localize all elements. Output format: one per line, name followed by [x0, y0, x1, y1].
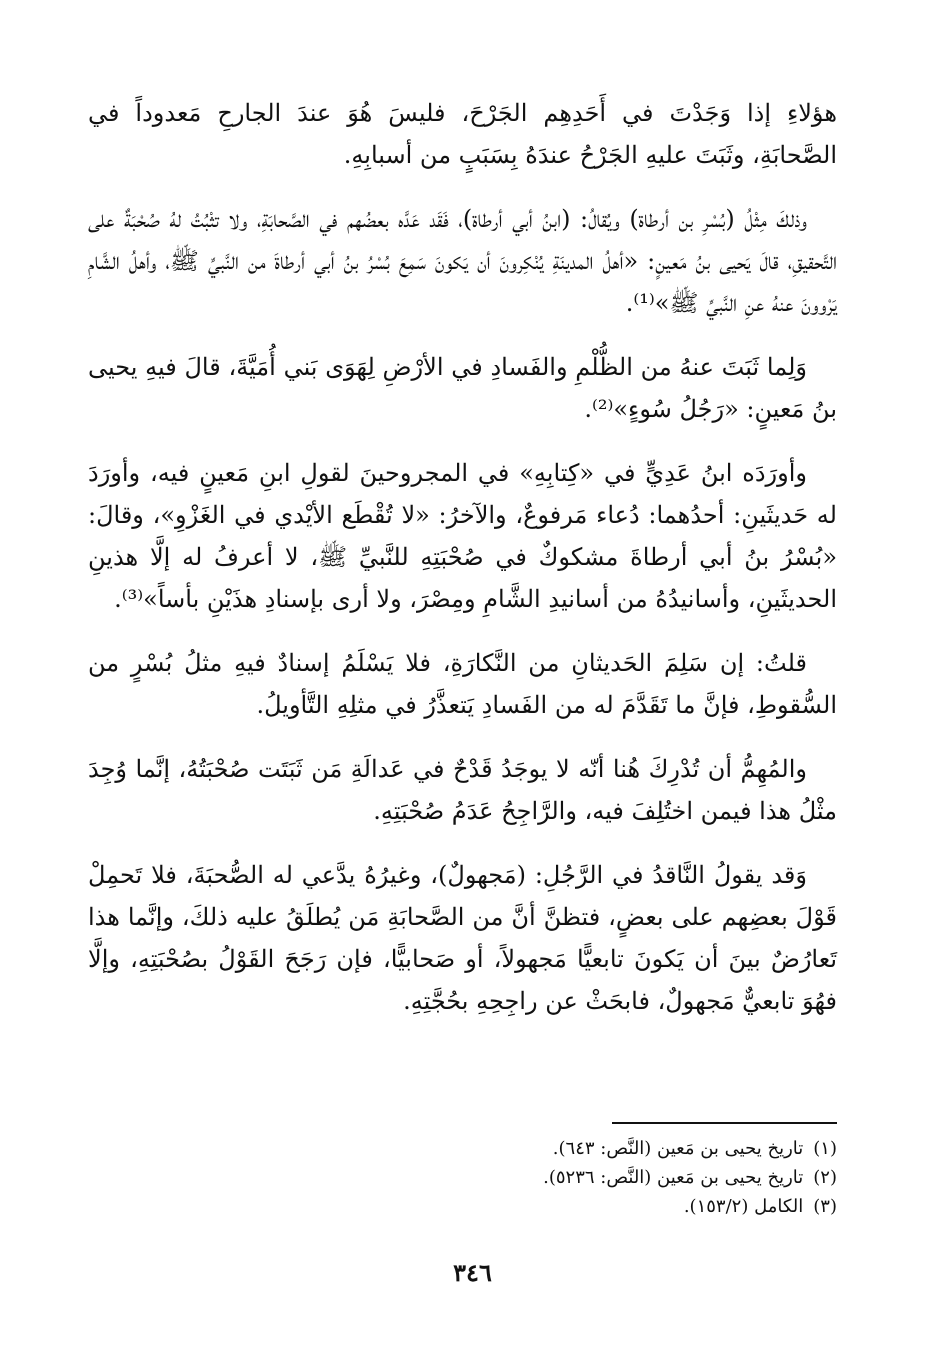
footnote-number: (٣) — [813, 1196, 837, 1217]
footnote-divider — [612, 1122, 837, 1124]
footnote-number: (٢) — [813, 1167, 837, 1188]
page-number: ٣٤٦ — [453, 1258, 492, 1287]
paragraph-6: والمُهِمُّ أن تُدْرِكَ هُنا أنّه لا يوجَدُ قَدْحٌ في عَدالَةِ مَن ثَبَتَت صُحْبَتُهُ، إنَّما وُجِدَ مثْلُ هذا فيمن اختُلِفَ فيه، والرَّاجِحُ عَدَمُ صُحْبَتِهِ. — [88, 755, 837, 825]
paragraph-7: وَقد يقولُ النَّاقدُ في الرَّجُلِ: (مَجهولٌ)، وغيرُهُ يدَّعي له الصُّحبَةَ، فلا تَحمِلْ قَوْلَ بعضِهم على بعضٍ، فتظنَّ أنَّ من الصَّحابَةِ مَن يُطلَقُ عليه ذلكَ، وإنَّما هذا تَعارُضٌ بينَ أن يَكونَ تابعيًّا مَجهولاً، أو صَحابيًّا، فإن رَجَحَ القَوْلُ بصُحْبَتِهِ، وإلَّا فهُوَ تابعيٌّ مَجهولٌ، فابحَثْ عن راجِحِهِ بحُجَّتِهِ. — [88, 861, 837, 1015]
footnote-text: تاريخ يحيى بن مَعين (النَّص: ٥٢٣٦). — [543, 1167, 804, 1188]
footnotes — [88, 1134, 837, 1221]
paragraph-2: وذلكَ مِثْلُ (بُسْرِ بن أرطاة) ويُقالُ: (ابنُ أبي أرطاة)، فَقَد عَدَّه بعضُهم في الصَّحابَةِ، ولا تثْبُتُ لهُ صُحْبَةٌ على التَّحقيقِ، قالَ يَحيى بنُ مَعينٍ: «أهلُ المدينَةِ يُنْكِرونَ أن يَكونَ سَمِعَ بُسْرُ بنُ أبي أرطاةَ من النَّبيِّ ﷺ، وأهلُ الشَّامِ يَرْوونَ عنهُ عنِ النَّبيِّ ﷺ»⁽¹⁾. — [88, 205, 837, 317]
footnote-text: الكامل (١٥٣/٢). — [683, 1196, 804, 1217]
footnote-1 — [88, 1134, 837, 1163]
footnote-3 — [88, 1192, 837, 1221]
paragraph-4: وأورَدَه ابنُ عَدِيٍّ في «كِتابِهِ» في المجروحينَ لقولِ ابنِ مَعينٍ فيه، وأورَدَ له حَديثَينِ: أحدُهما: دُعاء مَرفوعٌ، والآخرُ: «لا تُقْطَع الأيْدي في الغَزْوِ»، وقالَ: «بُسْرُ بنُ أبي أرطاةَ مشكوكٌ في صُحْبَتِهِ للنَّبيِّ ﷺ، لا أعرفُ له إلَّا هذينِ الحديثَينِ، وأسانيدُهُ من أسانيدِ الشَّامِ ومِصْرَ، ولا أرى بإسنادِ هذَيْنِ بأساً»⁽³⁾. — [88, 459, 838, 613]
footnote-number: (١) — [813, 1138, 837, 1159]
footnote-2 — [88, 1163, 837, 1192]
paragraph-3: وَلِما ثَبَتَ عنهُ من الظُّلْمِ والفَسادِ في الأرْضِ لِهَوَى بَني أُمَيَّةَ، قالَ فيهِ يحيى بنُ مَعينٍ: «رَجُلُ سُوءٍ»⁽²⁾. — [88, 353, 837, 423]
footnote-text: تاريخ يحيى بن مَعين (النَّص: ٦٤٣). — [552, 1138, 804, 1159]
paragraph-5: قلتُ: إن سَلِمَ الحَديثانِ من النَّكارَةِ، فلا يَسْلَمُ إسنادٌ فيهِ مثلُ بُسْرٍ من السُّقوطِ، فإنَّ ما تَقَدَّمَ له من الفَسادِ يَتعذَّرُ في مثلِهِ التَّأويلُ. — [88, 649, 837, 719]
paragraph-1: هؤلاءِ إذا وَجَدْتَ في أَحَدِهِم الجَرْحَ، فليسَ هُوَ عندَ الجارحِ مَعدوداً في الصَّحابَةِ، وثَبَتَ عليهِ الجَرْحُ عندَهُ بِسَبَبٍ من أسبابِهِ. — [88, 99, 837, 169]
